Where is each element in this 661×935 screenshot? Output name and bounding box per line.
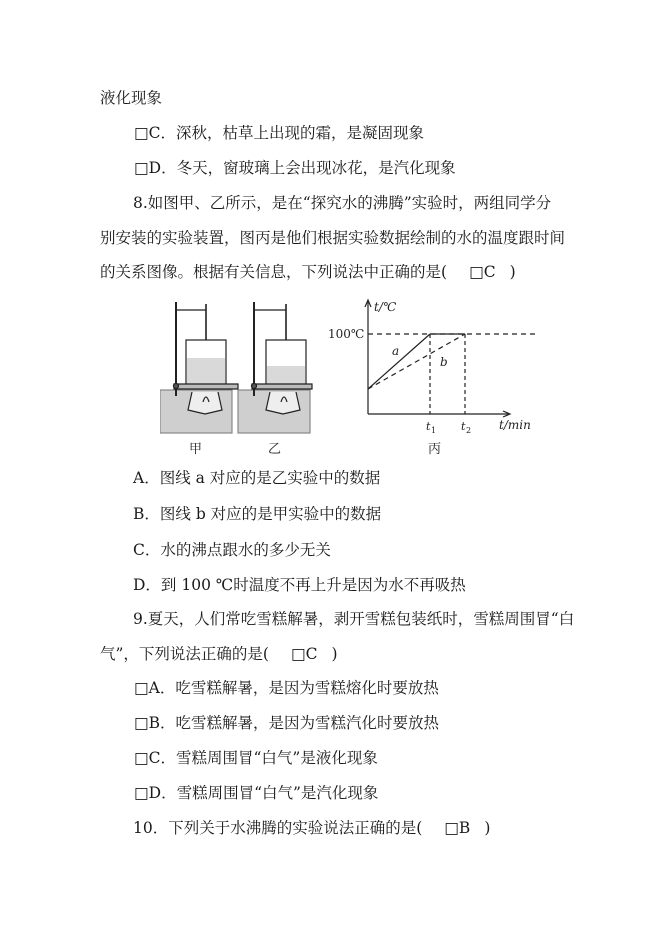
option-8-c: C．水的沸点跟水的多少无关 bbox=[133, 541, 331, 559]
graph-y-axis-label: t/℃ bbox=[374, 300, 397, 314]
question-8-line-3: 的关系图像。根据有关信息，下列说法中正确的是( □C ) bbox=[100, 263, 516, 281]
graph-t2-sub: 2 bbox=[466, 426, 472, 435]
option-9-a: □A．吃雪糕解暑，是因为雪糕熔化时要放热 bbox=[134, 679, 439, 697]
graph-line-a-label: a bbox=[392, 344, 400, 358]
graph-t1-sub: 1 bbox=[431, 426, 437, 435]
graph-line-b-label: b bbox=[440, 355, 448, 369]
temperature-graph bbox=[365, 300, 535, 417]
option-8-d: D．到 100 ℃时温度不再上升是因为水不再吸热 bbox=[133, 576, 466, 594]
label-jia: 甲 bbox=[189, 442, 203, 457]
question-9-line-1: 9.夏天，人们常吃雪糕解暑，剥开雪糕包装纸时，雪糕周围冒“白 bbox=[133, 610, 575, 628]
answer-q10: □B bbox=[444, 819, 471, 837]
option-8-a: A．图线 a 对应的是乙实验中的数据 bbox=[133, 469, 381, 487]
label-bing: 丙 bbox=[428, 442, 442, 457]
apparatus-jia bbox=[160, 302, 238, 433]
apparatus-yi bbox=[238, 302, 312, 433]
question-9-line-2: 气”，下列说法正确的是( □C ) bbox=[100, 645, 338, 663]
option-9-b: □B．吃雪糕解暑，是因为雪糕汽化时要放热 bbox=[134, 714, 440, 732]
answer-q9: □C bbox=[290, 645, 318, 663]
answer-q8: □C bbox=[469, 263, 496, 281]
option-prev-c: □C．深秋，枯草上出现的霜，是凝固现象 bbox=[134, 124, 425, 142]
graph-t2-label: t bbox=[461, 420, 466, 433]
line-a-path bbox=[368, 334, 430, 389]
question-8-line-2: 别安装的实验装置，图丙是他们根据实验数据绘制的水的温度跟时间 bbox=[100, 229, 566, 247]
option-8-b: B．图线 b 对应的是甲实验中的数据 bbox=[133, 505, 382, 523]
question-10: 10．下列关于水沸腾的实验说法正确的是( □B ) bbox=[133, 819, 491, 837]
text-line-liquefaction: 液化现象 bbox=[100, 89, 163, 107]
label-yi: 乙 bbox=[268, 442, 282, 457]
question-8-line-1: 8.如图甲、乙所示，是在“探究水的沸腾”实验时，两组同学分 bbox=[133, 194, 552, 212]
line-b-path bbox=[368, 334, 465, 389]
graph-temp-label: 100℃ bbox=[328, 327, 365, 341]
option-9-d: □D．雪糕周围冒“白气”是汽化现象 bbox=[134, 784, 379, 802]
experiment-figure bbox=[160, 296, 540, 461]
option-9-c: □C．雪糕周围冒“白气”是液化现象 bbox=[134, 749, 378, 767]
graph-t1-label: t bbox=[426, 420, 431, 433]
graph-x-axis-label: t/min bbox=[499, 418, 531, 432]
option-prev-d: □D．冬天，窗玻璃上会出现冰花，是汽化现象 bbox=[134, 159, 456, 177]
